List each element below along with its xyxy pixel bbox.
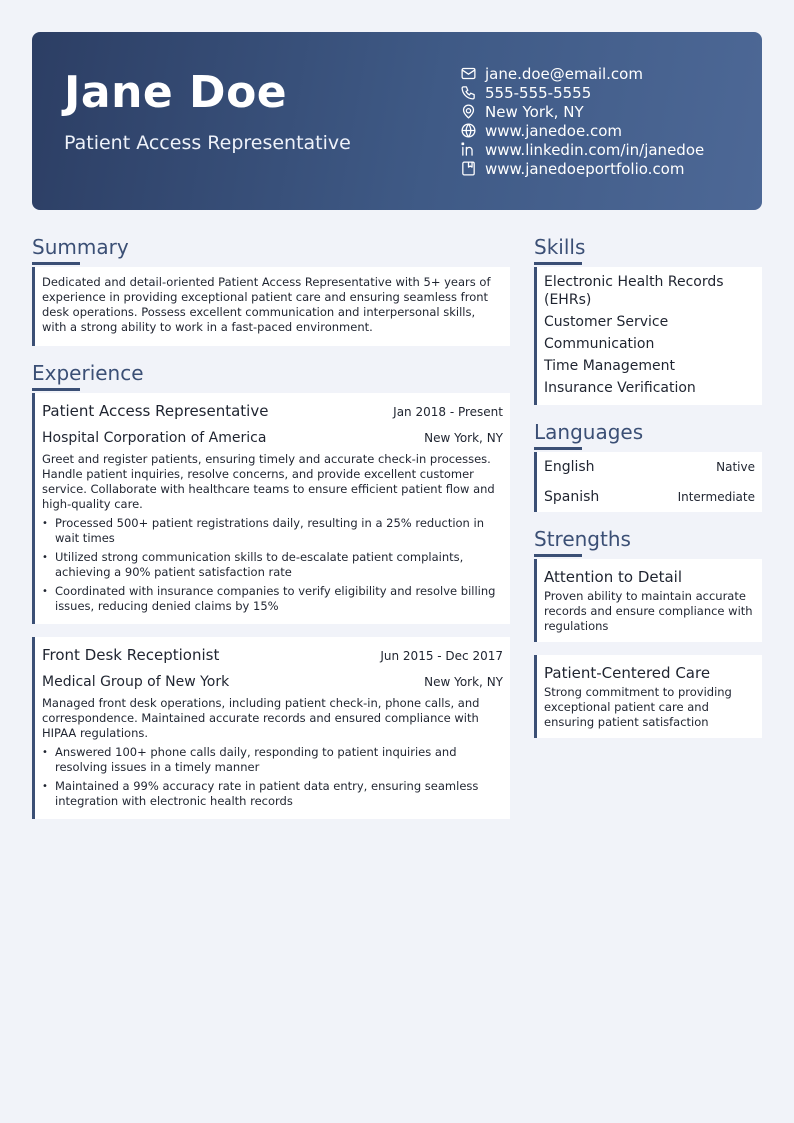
contact-website-text: www.janedoe.com [485, 121, 623, 140]
candidate-title: Patient Access Representative [64, 132, 351, 154]
linkedin-icon [460, 141, 477, 158]
language-name: English [544, 459, 595, 475]
location-icon [460, 103, 477, 120]
resume-header [32, 32, 762, 210]
skills-card [534, 267, 762, 405]
job-description: Greet and register patients, ensuring timely and accurate check-in processes. Handle patient inquiries, resolve concerns, and provide excellent customer service. Collaborate with healthcare teams to ensure efficient patient flow and high-quality care. [42, 452, 495, 511]
experience-divider [32, 388, 80, 391]
contact-email[interactable] [460, 64, 704, 83]
job-company: Medical Group of New York [42, 674, 230, 690]
strength-card [534, 559, 762, 642]
job-company: Hospital Corporation of America [42, 430, 267, 446]
summary-divider [32, 262, 80, 265]
language-name: Spanish [544, 489, 600, 505]
job-description: Managed front desk operations, including patient check-in, phone calls, and correspondence. Maintained accurate records and ensured compliance with HIPAA regulations. [42, 696, 480, 740]
experience-heading: Experience [32, 361, 144, 385]
job-title: Front Desk Receptionist [42, 646, 220, 664]
contact-phone-text: 555-555-5555 [485, 83, 592, 102]
contact-location [460, 102, 704, 121]
list-item: • Maintained a 99% accuracy rate in patient data entry, ensuring seamless integration with electronic health records [42, 779, 503, 809]
strengths-divider [534, 554, 582, 557]
job-entry [32, 637, 510, 819]
list-item: • Coordinated with insurance companies to verify eligibility and resolve billing issues, reducing denied claims by 15% [42, 584, 503, 614]
contact-portfolio-text: www.janedoeportfolio.com [485, 159, 685, 178]
strength-title: Patient-Centered Care [544, 664, 711, 682]
contact-website[interactable] [460, 121, 704, 140]
strength-description: Strong commitment to providing exceptional patient care and ensuring patient satisfaction [544, 685, 732, 729]
portfolio-icon [460, 160, 477, 177]
job-title: Patient Access Representative [42, 402, 269, 420]
job-entry [32, 393, 510, 624]
languages-card [534, 452, 762, 512]
contact-linkedin-text: www.linkedin.com/in/janedoe [485, 140, 705, 159]
list-item: • Answered 100+ phone calls daily, responding to patient inquiries and resolving issues in a timely manner [42, 745, 503, 775]
list-item: • Utilized strong communication skills to de-escalate patient complaints, achieving a 90% patient satisfaction rate [42, 550, 503, 580]
job-bullets [42, 745, 503, 809]
job-dates: Jan 2018 - Present [393, 405, 503, 419]
job-bullets [42, 516, 503, 614]
contact-location-text: New York, NY [485, 102, 584, 121]
left-column [32, 234, 510, 819]
job-location: New York, NY [424, 431, 503, 445]
skill-item: Communication [544, 336, 655, 352]
skills-heading: Skills [534, 235, 586, 259]
strength-title: Attention to Detail [544, 568, 683, 586]
contact-linkedin[interactable] [460, 140, 704, 159]
languages-divider [534, 447, 582, 450]
candidate-name: Jane Doe [64, 67, 288, 118]
contact-list [460, 64, 704, 178]
language-row [537, 452, 762, 482]
skill-item: Customer Service [544, 314, 669, 330]
job-dates: Jun 2015 - Dec 2017 [380, 649, 503, 663]
job-location: New York, NY [424, 675, 503, 689]
language-level: Native [716, 460, 755, 474]
skills-divider [534, 262, 582, 265]
mail-icon [460, 65, 477, 82]
phone-icon [460, 84, 477, 101]
list-item: • Processed 500+ patient registrations daily, resulting in a 25% reduction in wait times [42, 516, 503, 546]
strength-card [534, 655, 762, 738]
summary-heading: Summary [32, 235, 129, 259]
right-column [534, 234, 762, 738]
globe-icon [460, 122, 477, 139]
strength-description: Proven ability to maintain accurate records and ensure compliance with regulations [544, 589, 753, 633]
strengths-heading: Strengths [534, 527, 631, 551]
skill-item: Time Management [544, 358, 675, 374]
skill-item: Insurance Verification [544, 380, 696, 396]
contact-email-text: jane.doe@email.com [485, 64, 643, 83]
summary-card [32, 267, 510, 346]
languages-heading: Languages [534, 420, 644, 444]
language-level: Intermediate [677, 490, 755, 504]
contact-portfolio[interactable] [460, 159, 704, 178]
contact-phone[interactable] [460, 83, 704, 102]
summary-text: Dedicated and detail-oriented Patient Access Representative with 5+ years of experience in providing exceptional patient care and ensuring seamless front desk operations. Possess excellent communication and interpersonal skills, with a strong ability to work in a fast-paced environment. [42, 275, 491, 334]
skill-item: Electronic Health Records (EHRs) [544, 274, 724, 308]
language-row [537, 482, 762, 512]
